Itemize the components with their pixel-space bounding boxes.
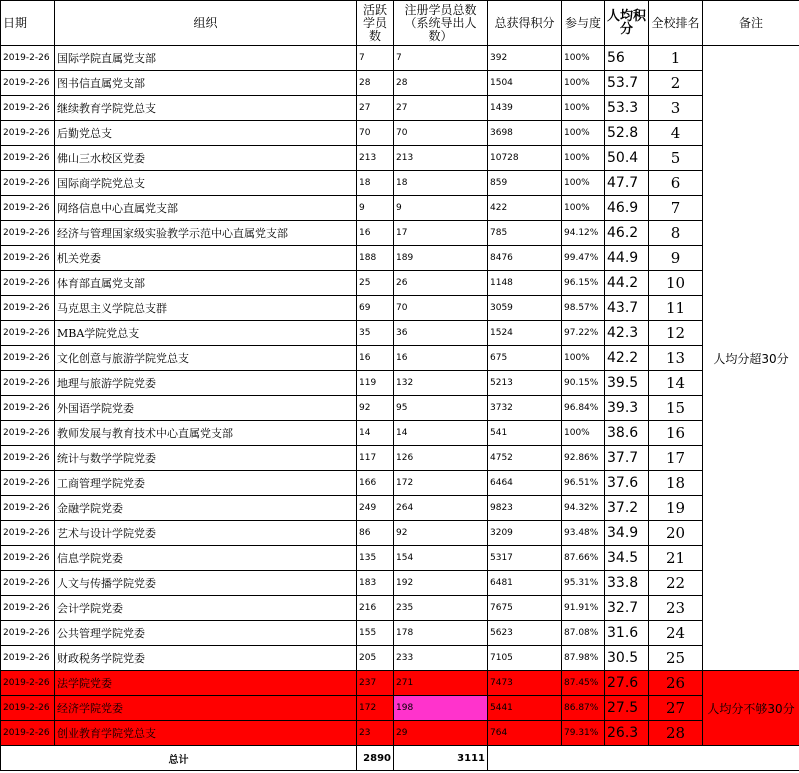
cell-active[interactable]: 14: [357, 421, 394, 446]
table-row: [1, 346, 799, 371]
cell-points[interactable]: 6464: [488, 471, 562, 496]
cell-points[interactable]: 422: [488, 196, 562, 221]
table-row: [1, 496, 799, 521]
cell-per-capita[interactable]: 27.5: [605, 696, 649, 721]
table-row: [1, 671, 799, 696]
cell-rank[interactable]: 8: [649, 221, 703, 246]
cell-per-capita[interactable]: 44.9: [605, 246, 649, 271]
cell-per-capita[interactable]: 44.2: [605, 271, 649, 296]
cell-rank[interactable]: 28: [649, 721, 703, 746]
cell-active[interactable]: 18: [357, 171, 394, 196]
cell-rank[interactable]: 1: [649, 46, 703, 71]
cell-per-capita[interactable]: 42.3: [605, 321, 649, 346]
cell-per-capita[interactable]: 37.2: [605, 496, 649, 521]
table-row: [1, 446, 799, 471]
cell-registered[interactable]: 36: [394, 321, 488, 346]
cell-registered[interactable]: 198: [394, 696, 488, 721]
cell-date[interactable]: 2019-2-26: [1, 371, 55, 396]
cell-participation[interactable]: 91.91%: [562, 596, 605, 621]
cell-rank[interactable]: 5: [649, 146, 703, 171]
total-registered[interactable]: 3111: [394, 746, 488, 771]
cell-org[interactable]: 创业教育学院党总支: [55, 721, 357, 746]
cell-org[interactable]: 经济与管理国家级实验教学示范中心直属党支部: [55, 221, 357, 246]
cell-rank[interactable]: 24: [649, 621, 703, 646]
cell-active[interactable]: 25: [357, 271, 394, 296]
cell-date[interactable]: 2019-2-26: [1, 221, 55, 246]
total-label[interactable]: 总计: [1, 746, 357, 771]
cell-rank[interactable]: 12: [649, 321, 703, 346]
cell-active[interactable]: 23: [357, 721, 394, 746]
cell-participation[interactable]: 100%: [562, 121, 605, 146]
cell-participation[interactable]: 100%: [562, 46, 605, 71]
cell-participation[interactable]: 99.47%: [562, 246, 605, 271]
cell-points[interactable]: 859: [488, 171, 562, 196]
cell-registered[interactable]: 126: [394, 446, 488, 471]
cell-registered[interactable]: 192: [394, 571, 488, 596]
table-row: [1, 271, 799, 296]
cell-participation[interactable]: 93.48%: [562, 521, 605, 546]
cell-points[interactable]: 5623: [488, 621, 562, 646]
cell-date[interactable]: 2019-2-26: [1, 396, 55, 421]
cell-registered[interactable]: 14: [394, 421, 488, 446]
cell-date[interactable]: 2019-2-26: [1, 96, 55, 121]
cell-active[interactable]: 92: [357, 396, 394, 421]
cell-participation[interactable]: 87.66%: [562, 546, 605, 571]
cell-org[interactable]: 佛山三水校区党委: [55, 146, 357, 171]
cell-per-capita[interactable]: 33.8: [605, 571, 649, 596]
cell-registered[interactable]: 70: [394, 296, 488, 321]
cell-org[interactable]: 后勤党总支: [55, 121, 357, 146]
cell-per-capita[interactable]: 43.7: [605, 296, 649, 321]
cell-registered[interactable]: 189: [394, 246, 488, 271]
table-row: [1, 621, 799, 646]
cell-rank[interactable]: 19: [649, 496, 703, 521]
cell-active[interactable]: 27: [357, 96, 394, 121]
header-note[interactable]: 备注: [703, 1, 799, 46]
cell-rank[interactable]: 18: [649, 471, 703, 496]
cell-points[interactable]: 785: [488, 221, 562, 246]
cell-points[interactable]: 5317: [488, 546, 562, 571]
cell-points[interactable]: 7473: [488, 671, 562, 696]
table-row: [1, 46, 799, 71]
total-empty-cell[interactable]: [488, 746, 799, 771]
cell-date[interactable]: 2019-2-26: [1, 521, 55, 546]
cell-rank[interactable]: 14: [649, 371, 703, 396]
cell-points[interactable]: 7675: [488, 596, 562, 621]
cell-active[interactable]: 7: [357, 46, 394, 71]
cell-date[interactable]: 2019-2-26: [1, 671, 55, 696]
header-row: [1, 1, 799, 46]
cell-per-capita[interactable]: 37.6: [605, 471, 649, 496]
cell-date[interactable]: 2019-2-26: [1, 146, 55, 171]
cell-date[interactable]: 2019-2-26: [1, 546, 55, 571]
cell-active[interactable]: 155: [357, 621, 394, 646]
cell-participation[interactable]: 87.98%: [562, 646, 605, 671]
cell-registered[interactable]: 233: [394, 646, 488, 671]
cell-org[interactable]: 信息学院党委: [55, 546, 357, 571]
cell-registered[interactable]: 154: [394, 546, 488, 571]
cell-org[interactable]: 艺术与设计学院党委: [55, 521, 357, 546]
cell-active[interactable]: 188: [357, 246, 394, 271]
cell-participation[interactable]: 100%: [562, 196, 605, 221]
cell-date[interactable]: 2019-2-26: [1, 571, 55, 596]
cell-per-capita[interactable]: 52.8: [605, 121, 649, 146]
cell-rank[interactable]: 9: [649, 246, 703, 271]
cell-registered[interactable]: 92: [394, 521, 488, 546]
cell-active[interactable]: 9: [357, 196, 394, 221]
table-row: [1, 196, 799, 221]
table-row: [1, 171, 799, 196]
cell-date[interactable]: 2019-2-26: [1, 721, 55, 746]
cell-registered[interactable]: 213: [394, 146, 488, 171]
cell-org[interactable]: 国际学院直属党支部: [55, 46, 357, 71]
table-row: [1, 221, 799, 246]
table-row: [1, 596, 799, 621]
cell-rank[interactable]: 3: [649, 96, 703, 121]
cell-registered[interactable]: 271: [394, 671, 488, 696]
cell-points[interactable]: 3059: [488, 296, 562, 321]
cell-rank[interactable]: 20: [649, 521, 703, 546]
cell-participation[interactable]: 86.87%: [562, 696, 605, 721]
cell-participation[interactable]: 100%: [562, 96, 605, 121]
cell-org[interactable]: MBA学院党总支: [55, 321, 357, 346]
cell-active[interactable]: 172: [357, 696, 394, 721]
cell-active[interactable]: 213: [357, 146, 394, 171]
cell-points[interactable]: 675: [488, 346, 562, 371]
cell-points[interactable]: 1439: [488, 96, 562, 121]
cell-per-capita[interactable]: 34.5: [605, 546, 649, 571]
cell-date[interactable]: 2019-2-26: [1, 321, 55, 346]
cell-date[interactable]: 2019-2-26: [1, 646, 55, 671]
cell-registered[interactable]: 27: [394, 96, 488, 121]
cell-points[interactable]: 6481: [488, 571, 562, 596]
cell-per-capita[interactable]: 42.2: [605, 346, 649, 371]
cell-active[interactable]: 183: [357, 571, 394, 596]
cell-org[interactable]: 经济学院党委: [55, 696, 357, 721]
cell-registered[interactable]: 264: [394, 496, 488, 521]
cell-rank[interactable]: 23: [649, 596, 703, 621]
cell-active[interactable]: 70: [357, 121, 394, 146]
table-row: [1, 471, 799, 496]
cell-registered[interactable]: 132: [394, 371, 488, 396]
cell-registered[interactable]: 28: [394, 71, 488, 96]
cell-org[interactable]: 教师发展与教育技术中心直属党支部: [55, 421, 357, 446]
cell-active[interactable]: 117: [357, 446, 394, 471]
cell-per-capita[interactable]: 31.6: [605, 621, 649, 646]
header-active[interactable]: 活跃学员数: [357, 1, 394, 46]
cell-org[interactable]: 会计学院党委: [55, 596, 357, 621]
cell-registered[interactable]: 29: [394, 721, 488, 746]
table-row: [1, 96, 799, 121]
cell-points[interactable]: 541: [488, 421, 562, 446]
cell-active[interactable]: 16: [357, 346, 394, 371]
cell-date[interactable]: 2019-2-26: [1, 171, 55, 196]
cell-date[interactable]: 2019-2-26: [1, 696, 55, 721]
cell-points[interactable]: 10728: [488, 146, 562, 171]
cell-participation[interactable]: 94.32%: [562, 496, 605, 521]
cell-per-capita[interactable]: 26.3: [605, 721, 649, 746]
table-row: [1, 321, 799, 346]
cell-active[interactable]: 166: [357, 471, 394, 496]
cell-participation[interactable]: 95.31%: [562, 571, 605, 596]
cell-participation[interactable]: 87.08%: [562, 621, 605, 646]
cell-per-capita[interactable]: 38.6: [605, 421, 649, 446]
cell-rank[interactable]: 7: [649, 196, 703, 221]
cell-participation[interactable]: 100%: [562, 146, 605, 171]
cell-org[interactable]: 人文与传播学院党委: [55, 571, 357, 596]
cell-points[interactable]: 1524: [488, 321, 562, 346]
cell-active[interactable]: 69: [357, 296, 394, 321]
cell-org[interactable]: 统计与数学学院党委: [55, 446, 357, 471]
table-row: [1, 421, 799, 446]
table-row: [1, 71, 799, 96]
cell-org[interactable]: 财政税务学院党委: [55, 646, 357, 671]
cell-rank[interactable]: 22: [649, 571, 703, 596]
cell-points[interactable]: 3732: [488, 396, 562, 421]
cell-registered[interactable]: 172: [394, 471, 488, 496]
header-registered[interactable]: 注册学员总数（系统导出人数）: [394, 1, 488, 46]
cell-points[interactable]: 1148: [488, 271, 562, 296]
cell-rank[interactable]: 6: [649, 171, 703, 196]
cell-participation[interactable]: 94.12%: [562, 221, 605, 246]
cell-rank[interactable]: 4: [649, 121, 703, 146]
header-points[interactable]: 总获得积分: [488, 1, 562, 46]
header-rank[interactable]: 全校排名: [649, 1, 703, 46]
cell-active[interactable]: 216: [357, 596, 394, 621]
cell-rank[interactable]: 11: [649, 296, 703, 321]
cell-rank[interactable]: 10: [649, 271, 703, 296]
cell-active[interactable]: 35: [357, 321, 394, 346]
table-row: [1, 371, 799, 396]
cell-date[interactable]: 2019-2-26: [1, 346, 55, 371]
cell-active[interactable]: 249: [357, 496, 394, 521]
cell-participation[interactable]: 87.45%: [562, 671, 605, 696]
cell-per-capita[interactable]: 27.6: [605, 671, 649, 696]
table-row: [1, 646, 799, 671]
cell-active[interactable]: 119: [357, 371, 394, 396]
cell-participation[interactable]: 100%: [562, 171, 605, 196]
cell-org[interactable]: 工商管理学院党委: [55, 471, 357, 496]
table-row: [1, 721, 799, 746]
cell-rank[interactable]: 16: [649, 421, 703, 446]
cell-org[interactable]: 网络信息中心直属党支部: [55, 196, 357, 221]
cell-org[interactable]: 继续教育学院党总支: [55, 96, 357, 121]
cell-active[interactable]: 205: [357, 646, 394, 671]
table-row: [1, 146, 799, 171]
cell-date[interactable]: 2019-2-26: [1, 246, 55, 271]
cell-registered[interactable]: 9: [394, 196, 488, 221]
cell-active[interactable]: 86: [357, 521, 394, 546]
note-above-30[interactable]: 人均分超30分: [703, 46, 799, 671]
cell-participation[interactable]: 97.22%: [562, 321, 605, 346]
cell-participation[interactable]: 98.57%: [562, 296, 605, 321]
cell-registered[interactable]: 70: [394, 121, 488, 146]
cell-points[interactable]: 4752: [488, 446, 562, 471]
header-org[interactable]: 组织: [55, 1, 357, 46]
cell-participation[interactable]: 100%: [562, 71, 605, 96]
cell-org[interactable]: 地理与旅游学院党委: [55, 371, 357, 396]
table-row: [1, 546, 799, 571]
cell-per-capita[interactable]: 30.5: [605, 646, 649, 671]
cell-participation[interactable]: 90.15%: [562, 371, 605, 396]
cell-registered[interactable]: 7: [394, 46, 488, 71]
cell-rank[interactable]: 17: [649, 446, 703, 471]
cell-registered[interactable]: 18: [394, 171, 488, 196]
cell-org[interactable]: 文化创意与旅游学院党总支: [55, 346, 357, 371]
total-row: [1, 746, 799, 771]
cell-registered[interactable]: 235: [394, 596, 488, 621]
table-row: [1, 296, 799, 321]
cell-registered[interactable]: 178: [394, 621, 488, 646]
cell-per-capita[interactable]: 46.2: [605, 221, 649, 246]
cell-date[interactable]: 2019-2-26: [1, 421, 55, 446]
cell-org[interactable]: 体育部直属党支部: [55, 271, 357, 296]
cell-date[interactable]: 2019-2-26: [1, 296, 55, 321]
cell-org[interactable]: 法学院党委: [55, 671, 357, 696]
cell-date[interactable]: 2019-2-26: [1, 621, 55, 646]
cell-participation[interactable]: 79.31%: [562, 721, 605, 746]
table-row: [1, 696, 799, 721]
cell-org[interactable]: 公共管理学院党委: [55, 621, 357, 646]
header-per-capita[interactable]: 人均积分: [605, 1, 649, 46]
cell-per-capita[interactable]: 39.5: [605, 371, 649, 396]
cell-date[interactable]: 2019-2-26: [1, 471, 55, 496]
cell-active[interactable]: 237: [357, 671, 394, 696]
cell-points[interactable]: 7105: [488, 646, 562, 671]
table-row: [1, 246, 799, 271]
cell-rank[interactable]: 25: [649, 646, 703, 671]
cell-participation[interactable]: 100%: [562, 421, 605, 446]
note-below-30[interactable]: 人均分不够30分: [703, 671, 799, 746]
cell-participation[interactable]: 96.51%: [562, 471, 605, 496]
cell-rank[interactable]: 26: [649, 671, 703, 696]
cell-rank[interactable]: 15: [649, 396, 703, 421]
cell-participation[interactable]: 92.86%: [562, 446, 605, 471]
cell-rank[interactable]: 27: [649, 696, 703, 721]
cell-org[interactable]: 机关党委: [55, 246, 357, 271]
cell-per-capita[interactable]: 39.3: [605, 396, 649, 421]
cell-org[interactable]: 图书信直属党支部: [55, 71, 357, 96]
cell-registered[interactable]: 17: [394, 221, 488, 246]
cell-org[interactable]: 国际商学院党总支: [55, 171, 357, 196]
cell-points[interactable]: 5213: [488, 371, 562, 396]
table-row: [1, 571, 799, 596]
cell-per-capita[interactable]: 53.7: [605, 71, 649, 96]
cell-active[interactable]: 28: [357, 71, 394, 96]
cell-points[interactable]: 3209: [488, 521, 562, 546]
table-row: [1, 396, 799, 421]
cell-date[interactable]: 2019-2-26: [1, 121, 55, 146]
cell-participation[interactable]: 96.84%: [562, 396, 605, 421]
cell-per-capita[interactable]: 37.7: [605, 446, 649, 471]
cell-date[interactable]: 2019-2-26: [1, 196, 55, 221]
cell-date[interactable]: 2019-2-26: [1, 46, 55, 71]
cell-active[interactable]: 16: [357, 221, 394, 246]
cell-per-capita[interactable]: 32.7: [605, 596, 649, 621]
cell-per-capita[interactable]: 34.9: [605, 521, 649, 546]
cell-points[interactable]: 1504: [488, 71, 562, 96]
cell-points[interactable]: 392: [488, 46, 562, 71]
cell-points[interactable]: 8476: [488, 246, 562, 271]
total-active[interactable]: 2890: [357, 746, 394, 771]
cell-points[interactable]: 764: [488, 721, 562, 746]
cell-rank[interactable]: 13: [649, 346, 703, 371]
cell-date[interactable]: 2019-2-26: [1, 71, 55, 96]
cell-points[interactable]: 3698: [488, 121, 562, 146]
cell-org[interactable]: 马克思主义学院总支群: [55, 296, 357, 321]
cell-org[interactable]: 金融学院党委: [55, 496, 357, 521]
cell-org[interactable]: 外国语学院党委: [55, 396, 357, 421]
cell-participation[interactable]: 96.15%: [562, 271, 605, 296]
cell-per-capita[interactable]: 46.9: [605, 196, 649, 221]
cell-registered[interactable]: 95: [394, 396, 488, 421]
cell-rank[interactable]: 2: [649, 71, 703, 96]
cell-points[interactable]: 9823: [488, 496, 562, 521]
table-row: [1, 521, 799, 546]
cell-per-capita[interactable]: 53.3: [605, 96, 649, 121]
cell-registered[interactable]: 26: [394, 271, 488, 296]
cell-registered[interactable]: 16: [394, 346, 488, 371]
cell-per-capita[interactable]: 56: [605, 46, 649, 71]
header-date[interactable]: 日期: [1, 1, 55, 46]
cell-date[interactable]: 2019-2-26: [1, 446, 55, 471]
cell-active[interactable]: 135: [357, 546, 394, 571]
cell-per-capita[interactable]: 50.4: [605, 146, 649, 171]
cell-date[interactable]: 2019-2-26: [1, 496, 55, 521]
cell-points[interactable]: 5441: [488, 696, 562, 721]
header-participation[interactable]: 参与度: [562, 1, 605, 46]
cell-date[interactable]: 2019-2-26: [1, 271, 55, 296]
cell-date[interactable]: 2019-2-26: [1, 596, 55, 621]
table-row: [1, 121, 799, 146]
cell-rank[interactable]: 21: [649, 546, 703, 571]
cell-participation[interactable]: 100%: [562, 346, 605, 371]
cell-per-capita[interactable]: 47.7: [605, 171, 649, 196]
